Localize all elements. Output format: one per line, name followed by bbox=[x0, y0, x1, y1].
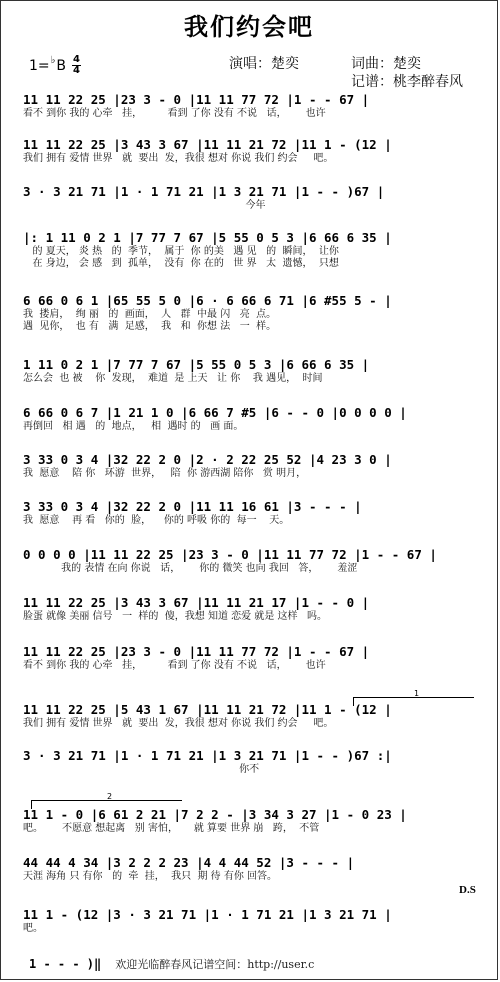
notes-line: 6 66 0 6 7 |1 21 1 0 |6 66 7 #5 |6 - - 0 |0 0 0 0 | bbox=[23, 405, 407, 420]
score-row bbox=[23, 854, 475, 883]
lyric-line: 我 愿意 陪 你 环游 世界， 陪 你 游西湖 陪你 赏 明月， bbox=[23, 468, 307, 479]
notes-line: 0 0 0 0 |11 11 22 25 |23 3 - 0 |11 11 77 72 |1 - - 67 | bbox=[23, 547, 437, 562]
composer-credit: 词曲：楚奕 bbox=[351, 56, 421, 72]
lyric-line: 我 搂肩， 绚 丽 的 画面， 人 群 中最 闪 亮 点。 遇 见你， 也 有 满 足感， 我 和 你想 法 一 样。 bbox=[23, 309, 277, 332]
lyric-line: 今年 bbox=[23, 200, 266, 211]
notes-line: 11 11 22 25 |23 3 - 0 |11 11 77 72 |1 - - 67 | bbox=[23, 92, 370, 107]
singer-credit: 演唱：楚奕 bbox=[229, 56, 299, 72]
notes-line: 3 33 0 3 4 |32 22 2 0 |2 · 2 22 25 52 |4 23 3 0 | bbox=[23, 452, 392, 467]
lyric-line: 怎么会 也 被 你 发现， 难道 是 上天 让 你 我 遇见， 时间 bbox=[23, 373, 323, 384]
score-row bbox=[23, 701, 475, 730]
lyric-line: 我 愿意 再 看 你的 脸， 你的 呼吸 你的 每一 天。 bbox=[23, 515, 290, 526]
notes-line: 3 · 3 21 71 |1 · 1 71 21 |1 3 21 71 |1 - - )67 | bbox=[23, 184, 385, 199]
time-signature bbox=[72, 55, 81, 76]
score-row bbox=[23, 292, 475, 333]
notes-line: 11 11 22 25 |5 43 1 67 |11 11 21 72 |11 1 - (12 | bbox=[23, 702, 392, 717]
lyric-line: 我的 表情 在向 你说 话， 你的 微笑 也向 我回 答， 羞涩 bbox=[23, 563, 358, 574]
lyric-line: 你不 bbox=[23, 764, 260, 775]
score-row bbox=[23, 906, 475, 935]
flat-sign: ♭ bbox=[50, 55, 56, 66]
notes-line: |: 1 11 0 2 1 |7 77 7 67 |5 55 0 5 3 |6 66 6 35 | bbox=[23, 230, 392, 245]
notes-line: 11 11 22 25 |3 43 3 67 |11 11 21 17 |1 - - 0 | bbox=[23, 595, 370, 610]
lyric-line: 吧。 不愿意 想起离 别 害怕， 就 算要 世界 崩 跨， 不管 bbox=[23, 823, 320, 834]
transcriber-credit: 记谱：桃李醉春风 bbox=[351, 74, 463, 90]
page-title: 我们约会吧 bbox=[184, 12, 314, 41]
footer-notes: 1 - - - )‖ bbox=[29, 957, 102, 971]
notes-line: 11 11 22 25 |23 3 - 0 |11 11 77 72 |1 - - 67 | bbox=[23, 644, 370, 659]
footer bbox=[29, 956, 314, 972]
lyric-line: 天涯 海角 只 有你 的 牵 挂， 我只 期 待 有你 回答。 bbox=[23, 871, 278, 882]
time-bottom: 4 bbox=[72, 65, 80, 76]
notes-line: 11 1 - (12 |3 · 3 21 71 |1 · 1 71 21 |1 3 21 71 | bbox=[23, 907, 392, 922]
lyric-line: 吧。 bbox=[23, 923, 43, 934]
score-row bbox=[23, 356, 475, 385]
lyric-line: 我们 拥有 爱情 世界 就 要出 发，我很 想对 你说 我们 约会 吧。 bbox=[23, 153, 334, 164]
notes-line: 1 11 0 2 1 |7 77 7 67 |5 55 0 5 3 |6 66 6 35 | bbox=[23, 357, 370, 372]
lyric-line: 再倒回 相 遇 的 地点， 相 遇时 的 画 面。 bbox=[23, 421, 244, 432]
volta-second: 2 bbox=[31, 800, 182, 809]
score-row bbox=[23, 451, 475, 480]
lyric-line: 看不 到你 我的 心牵 挂， 看到 了你 没有 不说 话， 也许 bbox=[23, 108, 326, 119]
lyric-line: 脸蛋 就像 美丽 信号 一 样的 傻，我想 知道 恋爱 就是 这样 吗。 bbox=[23, 611, 328, 622]
welcome-text: 欢迎光临醉春风记谱空间：http://user.c bbox=[115, 958, 315, 971]
score-row bbox=[23, 546, 475, 575]
time-top: 4 bbox=[72, 54, 80, 65]
notes-line: 44 44 4 34 |3 2 2 2 23 |4 4 44 52 |3 - - - | bbox=[23, 855, 355, 870]
score-row bbox=[23, 498, 475, 527]
score-row bbox=[23, 747, 475, 776]
score-row bbox=[23, 404, 475, 433]
lyric-line: 我们 拥有 爱情 世界 就 要出 发，我很 想对 你说 我们 约会 吧。 bbox=[23, 718, 334, 729]
score-row bbox=[23, 136, 475, 165]
key-prefix: 1= bbox=[29, 57, 50, 74]
ds-mark: D.S bbox=[459, 884, 476, 896]
lyric-line: 的 夏天， 炎 热 的 季节， 属于 你 的美 遇 见 的 瞬间， 让你 在 身边， 会 感 到 孤单， 没有 你 在的 世 界 太 遗憾， 只想 bbox=[32, 246, 339, 269]
key-signature bbox=[29, 55, 81, 76]
volta-first: 1 bbox=[353, 697, 474, 706]
score-row bbox=[23, 643, 475, 672]
notes-line: 11 1 - 0 |6 61 2 21 |7 2 2 - |3 34 3 27 |1 - 0 23 | bbox=[23, 807, 407, 822]
notes-line: 11 11 22 25 |3 43 3 67 |11 11 21 72 |11 1 - (12 | bbox=[23, 137, 392, 152]
key-note: B bbox=[56, 57, 66, 74]
notes-line: 3 33 0 3 4 |32 22 2 0 |11 11 16 61 |3 - - - | bbox=[23, 499, 362, 514]
score-row bbox=[23, 594, 475, 623]
lyric-line: 看不 到你 我的 心牵 挂， 看到 了你 没有 不说 话， 也许 bbox=[23, 660, 326, 671]
notes-line: 6 66 0 6 1 |65 55 5 0 |6 · 6 66 6 71 |6 #55 5 - | bbox=[23, 293, 392, 308]
notes-line: 3 · 3 21 71 |1 · 1 71 21 |1 3 21 71 |1 - - )67 :| bbox=[23, 748, 392, 763]
score-row bbox=[23, 229, 475, 270]
score-row bbox=[23, 91, 475, 120]
score-row bbox=[23, 183, 475, 212]
score-row bbox=[23, 806, 475, 835]
